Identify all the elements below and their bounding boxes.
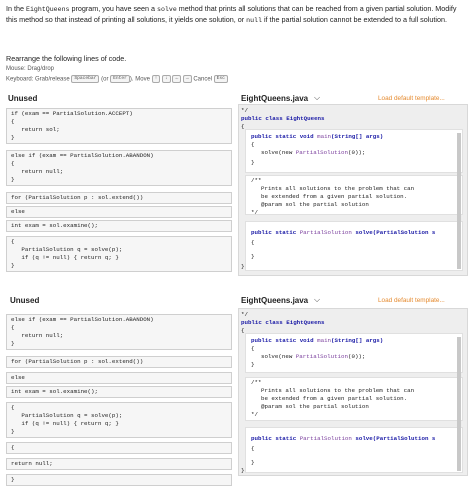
unused-panel[interactable]	[6, 106, 234, 278]
file-heading: EightQueens.java	[241, 296, 309, 305]
comment-line: Prints all solutions to the problem that can	[261, 387, 415, 394]
code-block[interactable]: for (PartialSolution p : sol.extend())	[6, 192, 232, 204]
code-line: {	[251, 239, 255, 246]
intro-code-solve: solve	[157, 6, 177, 13]
comment-line: be extended from a given partial solution.	[261, 193, 408, 200]
code-line: }	[251, 253, 255, 260]
key-right: →	[183, 75, 192, 83]
code-block[interactable]: return null;	[6, 458, 232, 470]
code-line: public static PartialSolution solve(PartialSolution s	[251, 229, 436, 236]
key-esc: Esc	[214, 75, 228, 83]
code-line: }	[251, 459, 255, 466]
mouse-help: Mouse: Drag/drop	[6, 66, 55, 72]
unused-heading: Unused	[10, 296, 40, 305]
key-spacebar: Spacebar	[71, 75, 99, 83]
comment-line: Prints all solutions to the problem that can	[261, 185, 415, 192]
unused-heading: Unused	[8, 94, 38, 103]
intro-code-eightqueens: EightQueens	[25, 6, 70, 13]
code-line: public static void main(String[] args)	[251, 337, 384, 344]
comment-line: */	[251, 209, 258, 216]
code-line: }	[241, 263, 245, 270]
code-line: {	[241, 327, 245, 334]
comment-line: be extended from a given partial solution.	[261, 395, 408, 402]
code-line: {	[241, 123, 245, 130]
code-line: }	[251, 361, 255, 368]
file-heading: EightQueens.java	[241, 94, 309, 103]
keyboard-help: Keyboard: Grab/release Spacebar (or Enter ). Move ↑ ↓ ← → Cancel Esc	[6, 75, 228, 83]
key-enter: Enter	[110, 75, 130, 83]
unused-panel[interactable]	[6, 312, 234, 492]
intro-text: if the partial solution cannot be extended to a full solution.	[261, 15, 447, 24]
code-line: public static void main(String[] args)	[251, 133, 384, 140]
code-block[interactable]: {	[6, 442, 232, 454]
code-line: {	[251, 141, 255, 148]
solve-method-body	[245, 427, 463, 473]
code-line: solve(new PartialSolution(0));	[261, 149, 366, 156]
code-editor-panel[interactable]	[238, 308, 468, 476]
comment-line: */	[251, 411, 258, 418]
code-line: public class EightQueens	[241, 319, 325, 326]
intro-text: In the	[6, 4, 26, 13]
code-line: {	[251, 445, 255, 452]
code-block[interactable]: else if (exam == PartialSolution.ABANDON) { return null; }	[6, 150, 232, 186]
code-line: {	[251, 345, 255, 352]
load-default-template-link[interactable]: Load default template...	[378, 297, 445, 304]
code-block[interactable]: else	[6, 206, 232, 218]
code-block[interactable]: { PartialSolution q = solve(p); if (q != null) { return q; } }	[6, 236, 232, 272]
intro-code-null: null	[246, 17, 262, 24]
code-block[interactable]: else if (exam == PartialSolution.ABANDON) { return null; }	[6, 314, 232, 350]
code-block[interactable]: if (exam == PartialSolution.ACCEPT) { return sol; }	[6, 108, 232, 144]
code-block[interactable]: { PartialSolution q = solve(p); if (q != null) { return q; } }	[6, 402, 232, 438]
code-block[interactable]: int exam = sol.examine();	[6, 220, 232, 232]
code-line: */	[241, 311, 248, 318]
intro-text: method that prints all solutions that can be reached from a given partial solution. Modify this method so that instead of printing all solutions, it yields one solution, or	[6, 4, 457, 24]
scrollbar[interactable]	[457, 337, 461, 471]
problem-description	[6, 4, 468, 26]
comment-line: /**	[251, 177, 262, 184]
code-block[interactable]: for (PartialSolution p : sol.extend())	[6, 356, 232, 368]
code-line: }	[251, 159, 255, 166]
load-default-template-link[interactable]: Load default template...	[378, 95, 445, 102]
instructions: Rearrange the following lines of code.	[6, 54, 127, 63]
scrollbar[interactable]	[457, 133, 461, 269]
code-line: public class EightQueens	[241, 115, 325, 122]
comment-line: @param sol the partial solution	[261, 201, 369, 208]
file-dropdown-chevron-icon[interactable]: ⌵	[314, 93, 321, 102]
key-left: ←	[172, 75, 181, 83]
code-editor-panel[interactable]	[238, 104, 468, 276]
code-block[interactable]: else	[6, 372, 232, 384]
file-dropdown-chevron-icon[interactable]: ⌵	[314, 295, 321, 304]
key-up: ↑	[152, 75, 161, 83]
code-line: }	[241, 467, 245, 474]
code-line: solve(new PartialSolution(0));	[261, 353, 366, 360]
code-line: public static PartialSolution solve(PartialSolution s	[251, 435, 436, 442]
intro-text: program, you have seen a	[69, 4, 158, 13]
key-down: ↓	[162, 75, 171, 83]
comment-line: @param sol the partial solution	[261, 403, 369, 410]
code-block[interactable]: int exam = sol.examine();	[6, 386, 232, 398]
code-line: */	[241, 107, 248, 114]
code-block[interactable]: }	[6, 474, 232, 486]
comment-line: /**	[251, 379, 262, 386]
